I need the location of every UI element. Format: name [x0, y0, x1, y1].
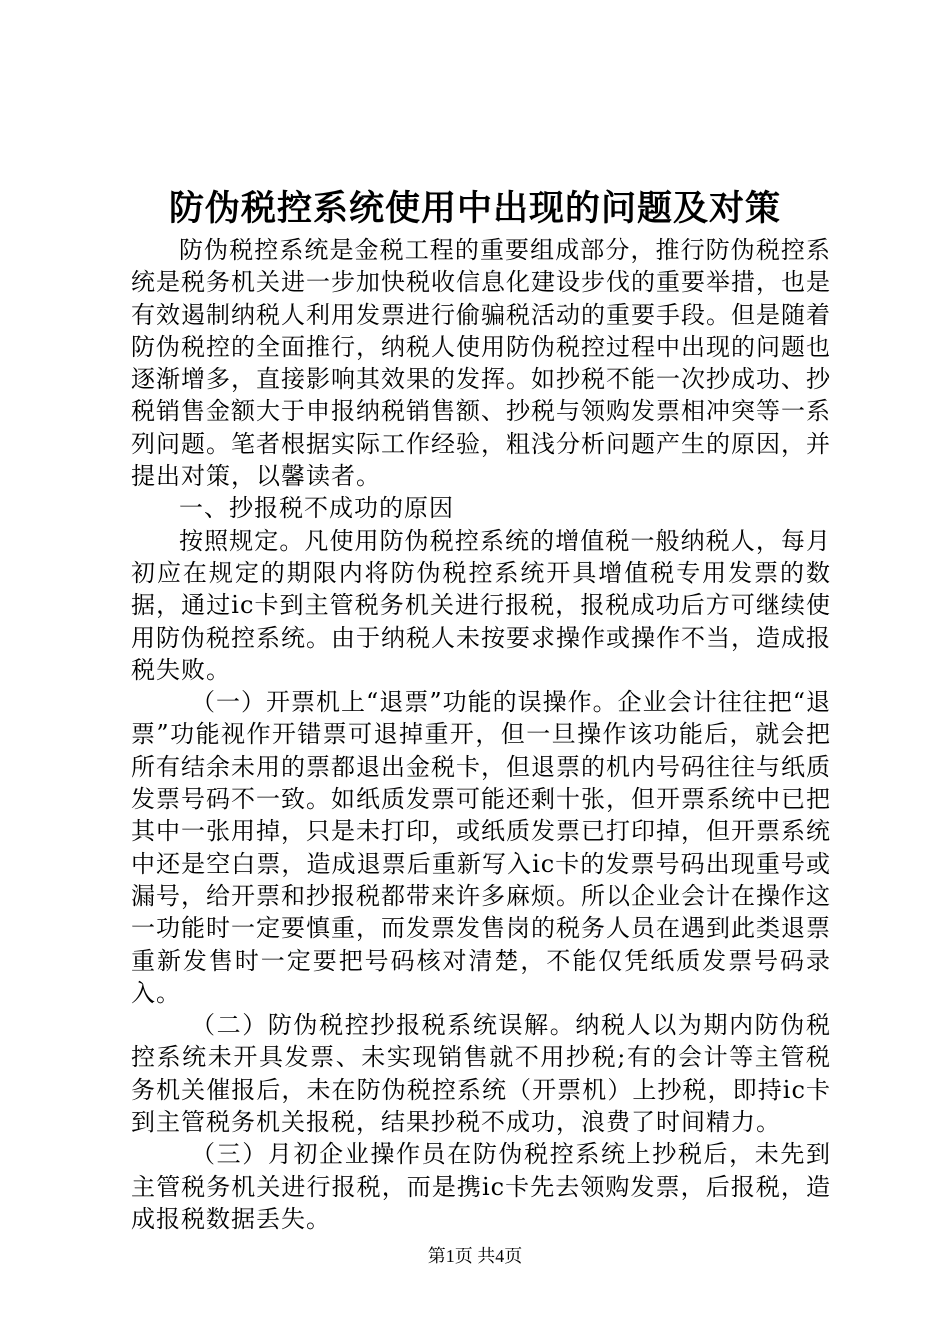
paragraph-intro: 防伪税控系统是金税工程的重要组成部分，推行防伪税控系统是税务机关进一步加快税收信息化建设步伐的重要举措，也是有效遏制纳税人利用发票进行偷骗税活动的重要手段。但是随着防伪税控的全面推行，纳税人使用防伪税控过程中出现的问题也逐渐增多，直接影响其效果的发挥。如抄税不能一次抄成功、抄税销售金额大于申报纳税销售额、抄税与领购发票相冲突等一系列问题。笔者根据实际工作经验，粗浅分析问题产生的原因，并提出对策，以馨读者。	[131, 236, 831, 491]
document-body	[131, 234, 831, 1235]
paragraph-item-3: （三）月初企业操作员在防伪税控系统上抄税后，未先到主管税务机关进行报税，而是携ic卡先去领购发票，后报税，造成报税数据丢失。	[131, 1140, 831, 1233]
paragraph-item-1: （一）开票机上“退票”功能的误操作。企业会计往往把“退票”功能视作开错票可退掉重开，但一旦操作该功能后，就会把所有结余未用的票都退出金税卡，但退票的机内号码往往与纸质发票号码不一致。如纸质发票可能还剩十张，但开票系统中已把其中一张用掉，只是未打印，或纸质发票已打印掉，但开票系统中还是空白票，造成退票后重新写入ic卡的发票号码出现重号或漏号，给开票和抄报税都带来许多麻烦。所以企业会计在操作这一功能时一定要慎重，而发票发售岗的税务人员在遇到此类退票重新发售时一定要把号码核对清楚，不能仅凭纸质发票号码录入。	[131, 688, 831, 1007]
document-title: 防伪税控系统使用中出现的问题及对策	[168, 188, 781, 229]
page-number-footer: 第1页 共4页	[427, 1246, 523, 1266]
paragraph-item-2: （二）防伪税控抄报税系统误解。纳税人以为期内防伪税控系统未开具发票、未实现销售就不用抄税;有的会计等主管税务机关催报后，未在防伪税控系统（开票机）上抄税，即持ic卡到主管税务机关报税，结果抄税不成功，浪费了时间精力。	[131, 1011, 831, 1137]
section-heading-1: 一、抄报税不成功的原因	[179, 494, 454, 523]
paragraph-rules: 按照规定。凡使用防伪税控系统的增值税一般纳税人，每月初应在规定的期限内将防伪税控系统开具增值税专用发票的数据，通过ic卡到主管税务机关进行报税，报税成功后方可继续使用防伪税控系统。由于纳税人未按要求操作或操作不当，造成报税失败。	[131, 526, 831, 684]
